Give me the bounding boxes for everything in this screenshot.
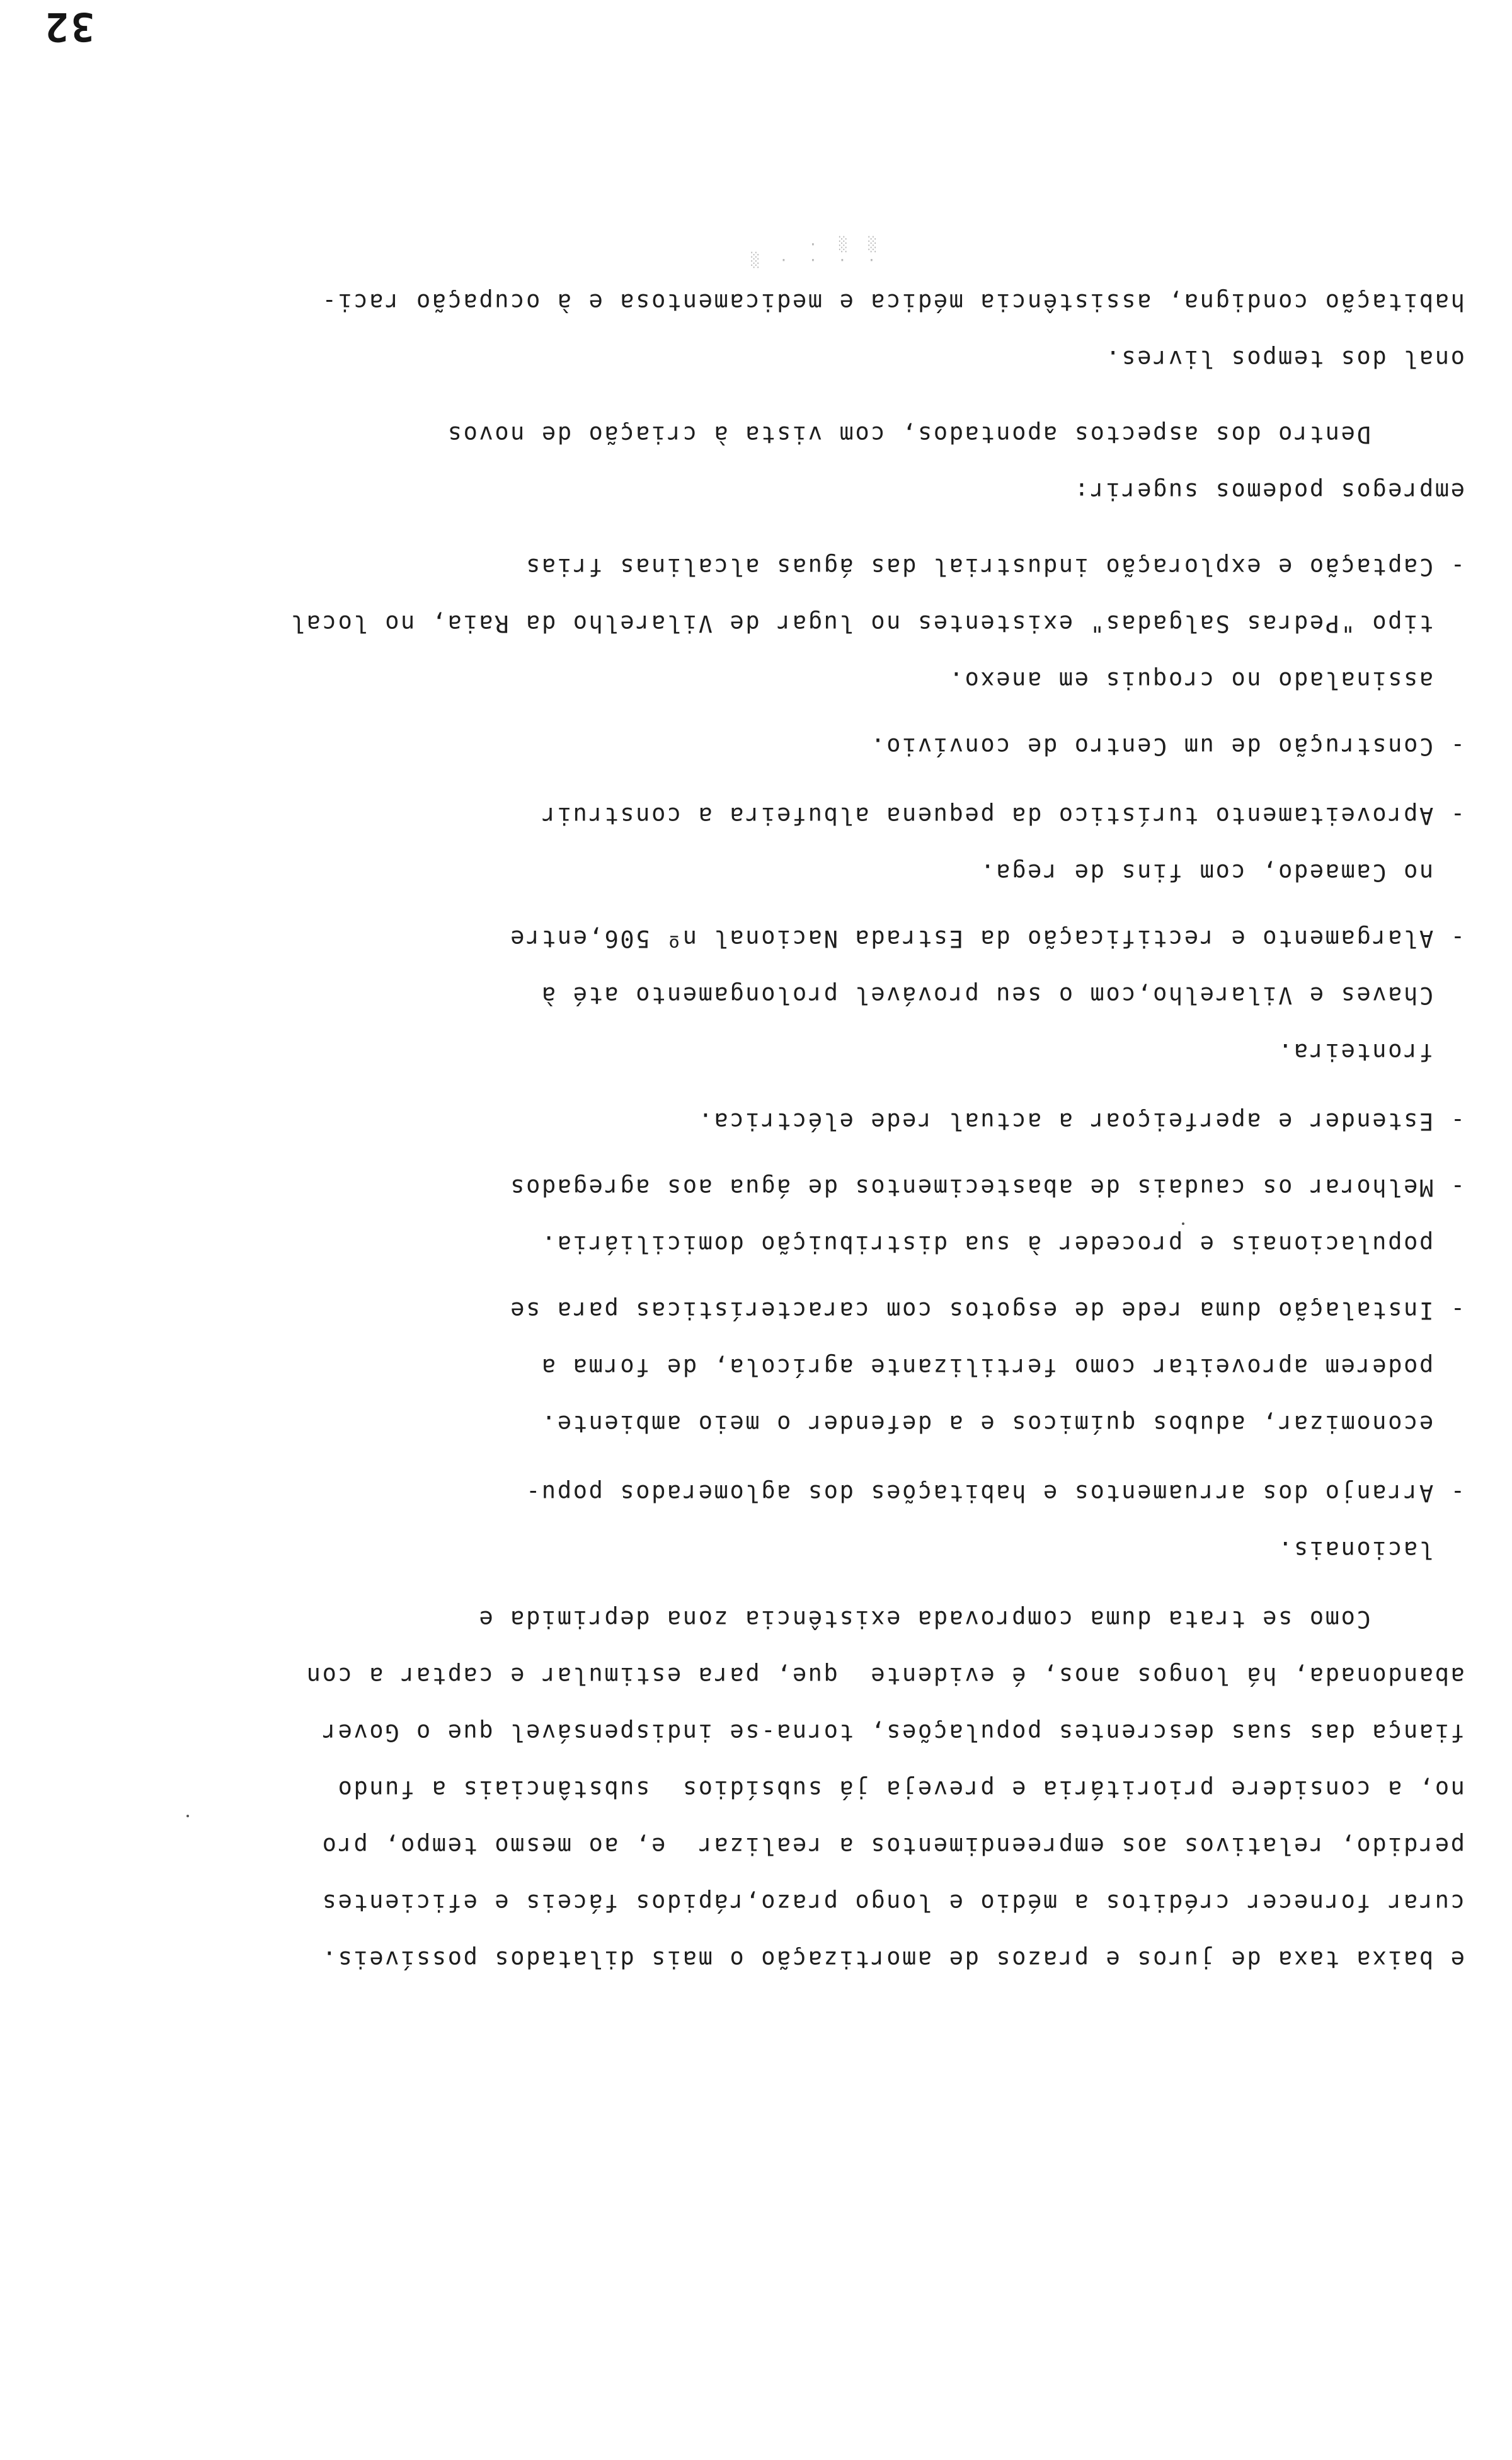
text-line: - Captação e exploração industrial das águas alcalinas frias	[524, 553, 1465, 580]
text-line: empregos podemos sugerir:	[1073, 478, 1465, 505]
text-line: perdido, relativos aos empreendimentos a realizar e, ao mesmo tempo, pro	[321, 1832, 1465, 1859]
text-line: abandonada, há longos anos, é evidente que, para estimular e captar a con	[305, 1662, 1465, 1689]
text-line: habitação condigna, assistência médica e medicamentosa e à ocupação raci-	[321, 289, 1465, 316]
text-line: economizar, adubos químicos e a defender o meio ambiente.	[540, 1410, 1465, 1437]
text-line: - Instalação duma rede de esgotos com características para se	[508, 1297, 1465, 1324]
scan-speck	[1182, 1222, 1184, 1225]
faint-smudge: · · · · ░ ░ ░ ·	[743, 236, 876, 267]
text-line: poderem aproveitar como fertilizante agrícola, de forma a	[540, 1354, 1465, 1381]
text-line: Como se trata duma comprovada existência zona deprimida e	[477, 1606, 1465, 1633]
text-line: - Arranjo dos arruamentos e habitações dos aglomerados popu-	[524, 1480, 1465, 1507]
text-line: - Melhorar os caudais de abastecimentos de água aos agregados	[508, 1174, 1465, 1201]
text-line: fronteira.	[1276, 1038, 1465, 1066]
text-line: e baixa taxa de juros e prazos de amortização o mais dilatados possíveis.	[321, 1946, 1465, 1973]
page-number: 32	[42, 4, 94, 50]
text-line: - Alargamento e rectificação da Estrada Nacional nº 506,entre	[508, 925, 1465, 952]
text-line: fiança das suas descrentes populações, torna-se indispensável que o Gover	[321, 1719, 1465, 1746]
text-line: onal dos tempos livres.	[1104, 345, 1465, 372]
text-line: no, a considere prioritária e preveja já subsídios substânciais a fundo	[336, 1776, 1465, 1803]
text-line: Chaves e Vilarelho,com o seu provável prolongamento até à	[540, 982, 1465, 1009]
text-line: - Aproveitamento turístico da pequena albufeira a construir	[540, 802, 1465, 829]
text-line: populacionais e proceder à sua distribuição domiciliária.	[540, 1231, 1465, 1258]
text-line: assinalado no croquis em anexo.	[948, 667, 1465, 694]
scan-speck	[186, 1815, 189, 1817]
text-line: - Construção de um Centro de convívio.	[869, 733, 1465, 760]
text-line: - Estender e aperfeiçoar a actual rede eléctrica.	[697, 1108, 1465, 1135]
text-line: tipo "Pedras Salgadas" existentes no lugar de Vilarelho da Raia, no local	[289, 610, 1465, 637]
text-line: no Camaedo, com fins de rega.	[978, 859, 1465, 886]
text-line: lacionais.	[1276, 1536, 1465, 1563]
text-line: Dentro dos aspectos apontados, com vista à criação de novos	[446, 421, 1465, 448]
text-line: curar fornecer créditos a médio e longo prazo,rápidos fáceis e eficientes	[321, 1889, 1465, 1916]
